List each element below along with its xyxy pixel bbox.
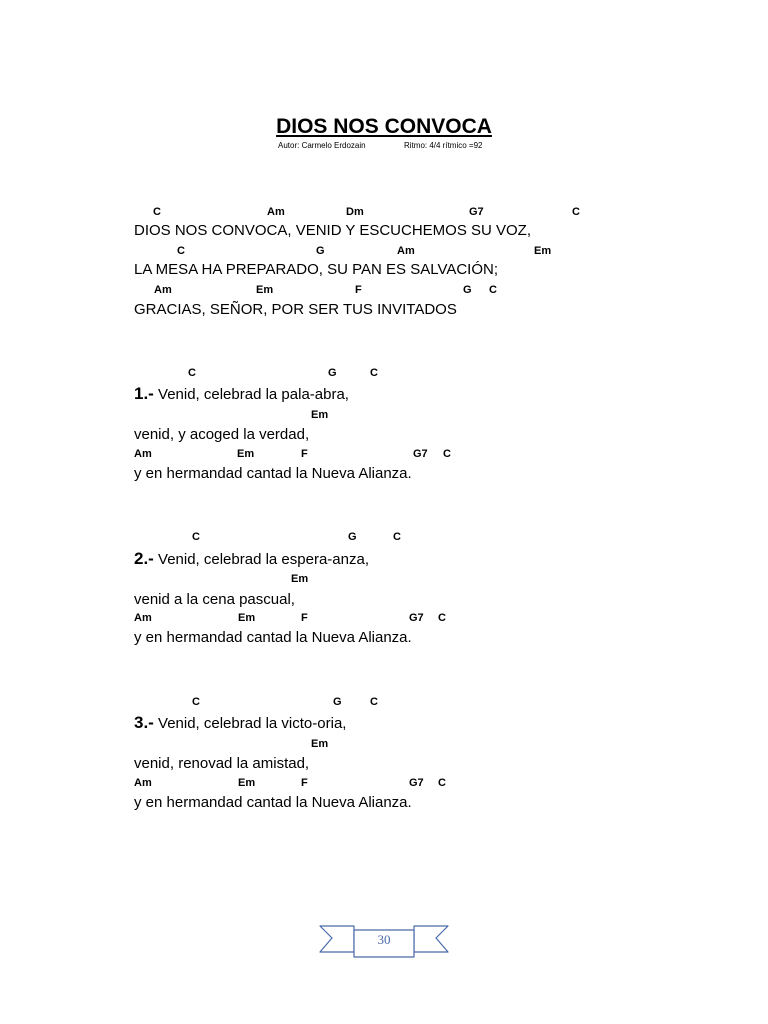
- lyric-line: [134, 714, 346, 733]
- chord: G7: [409, 777, 424, 789]
- chord: C: [153, 206, 161, 218]
- chord: C: [192, 696, 200, 708]
- lyric-line: DIOS NOS CONVOCA, VENID Y ESCUCHEMOS SU VOZ,: [134, 222, 532, 239]
- chord: C: [188, 367, 196, 379]
- chord: G: [316, 245, 325, 257]
- chord: C: [572, 206, 580, 218]
- chord: Em: [291, 573, 309, 585]
- song-rhythm: Ritmo: 4/4 rítmico =92: [404, 141, 483, 150]
- lyric-line: venid a la cena pascual,: [134, 591, 295, 608]
- chord: Am: [134, 777, 152, 789]
- lyric-line: LA MESA HA PREPARADO, SU PAN ES SALVACIÓN;: [134, 261, 499, 278]
- chord: Am: [267, 206, 285, 218]
- chord: Em: [238, 612, 256, 624]
- page-number: 30: [377, 932, 391, 947]
- chord: Em: [311, 738, 329, 750]
- chord: C: [177, 245, 185, 257]
- chord: G: [333, 696, 342, 708]
- song-title: DIOS NOS CONVOCA: [276, 115, 492, 138]
- lyric-line: [134, 550, 369, 569]
- lyric-text: Venid, celebrad la pala-abra,: [153, 386, 349, 403]
- chord: C: [489, 284, 497, 296]
- lyric-line: [134, 385, 349, 404]
- chord: F: [301, 777, 308, 789]
- verse-number: 3.-: [134, 713, 154, 732]
- chord: Em: [237, 448, 255, 460]
- lyric-text: Venid, celebrad la victo-oria,: [153, 715, 347, 732]
- chord: C: [438, 612, 446, 624]
- chord: Em: [311, 409, 329, 421]
- chord: C: [393, 531, 401, 543]
- chord: G: [348, 531, 357, 543]
- chord: Am: [134, 612, 152, 624]
- chord: Em: [256, 284, 274, 296]
- chord: Em: [238, 777, 256, 789]
- chord: G: [463, 284, 472, 296]
- lyric-line: venid, renovad la amistad,: [134, 755, 310, 772]
- chord: C: [370, 367, 378, 379]
- chord: G: [328, 367, 337, 379]
- lyric-line: y en hermandad cantad la Nueva Alianza.: [134, 465, 412, 482]
- chord: F: [301, 612, 308, 624]
- chord: F: [301, 448, 308, 460]
- chord: C: [443, 448, 451, 460]
- lyric-line: venid, y acoged la verdad,: [134, 426, 310, 443]
- chord: C: [438, 777, 446, 789]
- chord: Am: [397, 245, 415, 257]
- chord: Am: [134, 448, 152, 460]
- verse-number: 1.-: [134, 384, 154, 403]
- chord: C: [192, 531, 200, 543]
- chord: F: [355, 284, 362, 296]
- song-author: Autor: Carmelo Erdozain: [278, 141, 366, 150]
- lyric-line: y en hermandad cantad la Nueva Alianza.: [134, 629, 412, 646]
- chord: G7: [469, 206, 484, 218]
- lyric-text: Venid, celebrad la espera-anza,: [153, 551, 369, 568]
- chord: G7: [409, 612, 424, 624]
- lyric-line: GRACIAS, SEÑOR, POR SER TUS INVITADOS: [134, 301, 457, 318]
- verse-number: 2.-: [134, 549, 154, 568]
- chord: Em: [534, 245, 552, 257]
- chord: Am: [154, 284, 172, 296]
- chord: C: [370, 696, 378, 708]
- page-footer: [318, 918, 450, 964]
- lyric-line: y en hermandad cantad la Nueva Alianza.: [134, 794, 412, 811]
- chord: G7: [413, 448, 428, 460]
- chord: Dm: [346, 206, 364, 218]
